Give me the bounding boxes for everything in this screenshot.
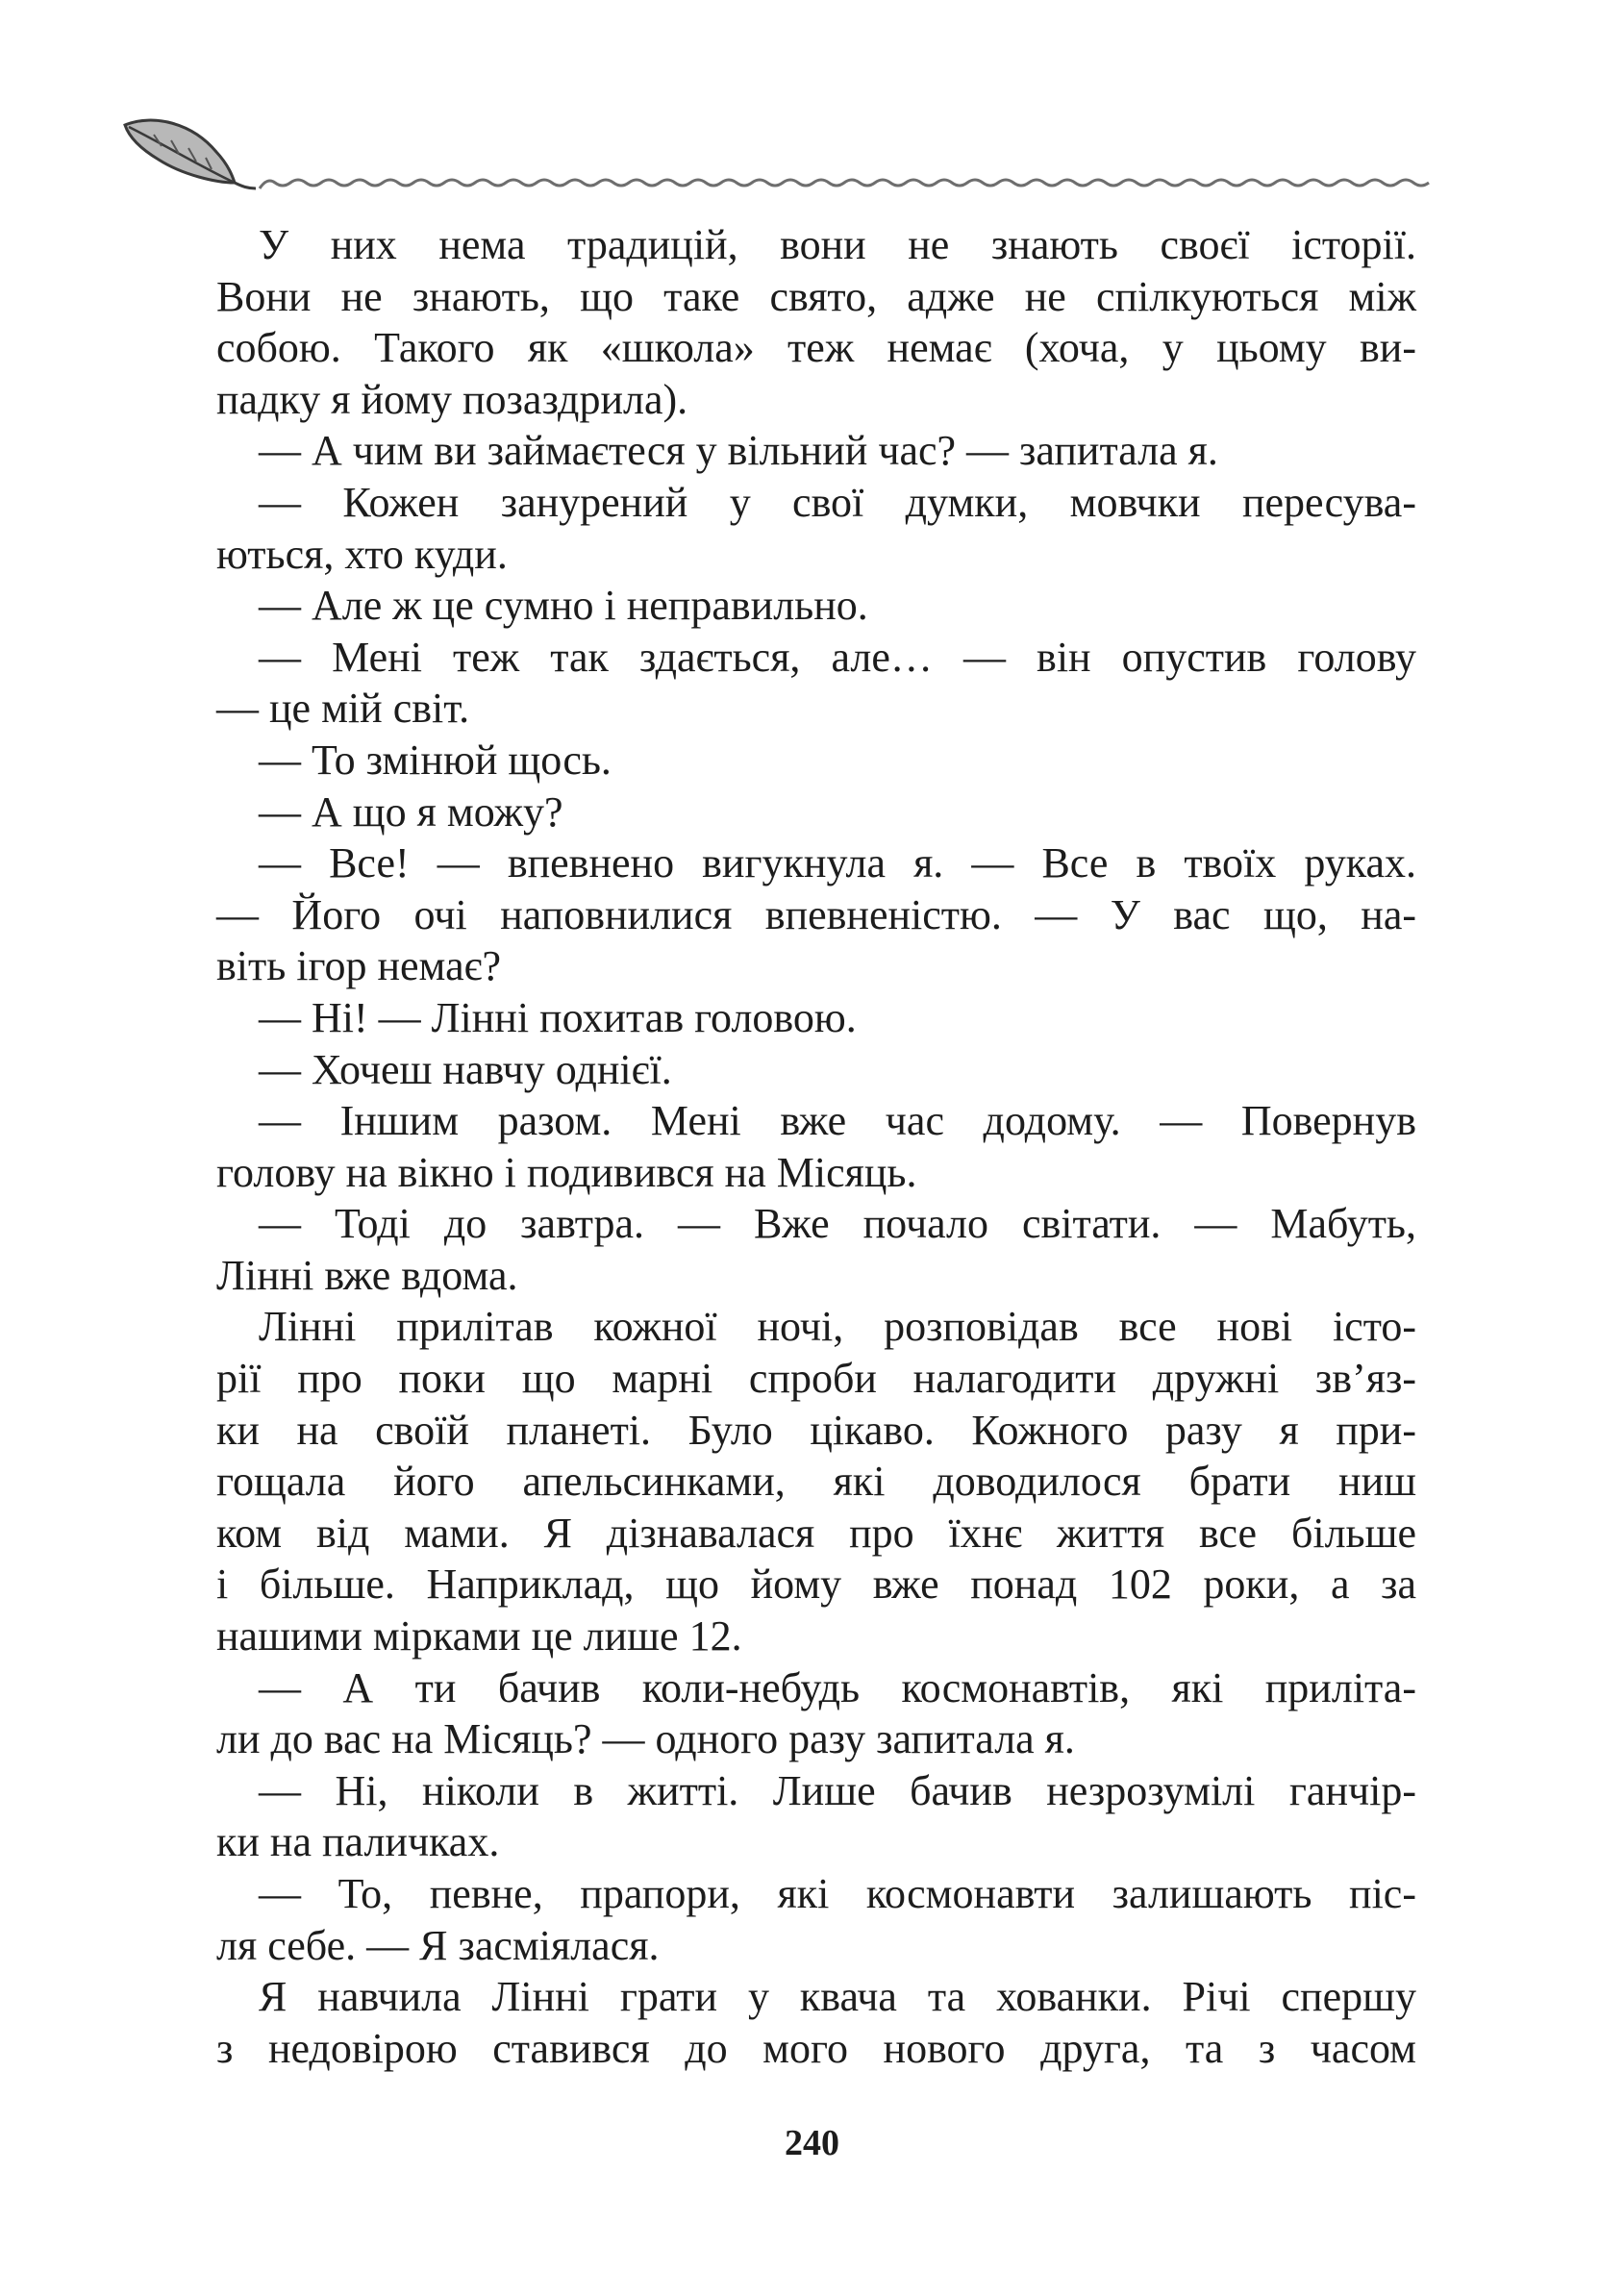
text-line: — Але ж це сумно і неправильно. — [259, 582, 868, 630]
text-line: — Його очі наповнилися впевненістю. — У вас що, на- — [216, 890, 1416, 938]
text-line: нашими мірками це лише 12. — [216, 1612, 742, 1660]
text-line: ються, хто куди. — [216, 530, 508, 578]
text-line: ли до вас на Місяць? — одного разу запитала я. — [216, 1715, 1075, 1763]
text-line: ком від мами. Я дізнавалася про їхнє життя все більше — [216, 1509, 1416, 1557]
text-line: гощала його апельсинками, які доводилося брати ниш — [216, 1458, 1416, 1506]
text-line: ки на своїй планеті. Було цікаво. Кожного разу я при- — [216, 1406, 1416, 1454]
text-line: — Мені теж так здається, але… — він опустив голову — [259, 633, 1416, 681]
text-line: з недовірою ставився до мого нового друга, та з часом — [216, 2024, 1416, 2072]
text-line: Лінні прилітав кожної ночі, розповідав все нові істо- — [259, 1303, 1416, 1351]
text-line: — Кожен занурений у свої думки, мовчки пересува- — [259, 478, 1416, 526]
text-line: голову на вікно і подивився на Місяць. — [216, 1148, 917, 1196]
text-line: — А що я можу? — [259, 787, 563, 836]
text-line: — Ні! — Лінні похитав головою. — [259, 993, 857, 1041]
leaf-icon — [125, 120, 256, 188]
text-line: — То, певне, прапори, які космонавти залишають піс- — [259, 1870, 1416, 1917]
text-line: — А ти бачив коли-небудь космонавтів, які приліта- — [259, 1663, 1416, 1711]
text-line: Я навчила Лінні грати у квача та хованки. Річі спершу — [259, 1973, 1416, 2021]
text-line: — це мій світ. — [216, 685, 470, 733]
wavy-divider — [260, 180, 1429, 188]
text-line: — Тоді до завтра. — Вже почало світати. — Мабуть, — [259, 1200, 1416, 1248]
page-number: 240 — [785, 2123, 839, 2163]
text-line: — А чим ви займаєтеся у вільний час? — запитала я. — [259, 427, 1218, 475]
text-line: ки на паличках. — [216, 1818, 500, 1866]
text-line: віть ігор немає? — [216, 942, 502, 990]
book-text — [216, 219, 1416, 2074]
text-line: ля себе. — Я засміялася. — [216, 1921, 660, 1969]
text-line: У них нема традицій, вони не знають своєї історії. — [259, 221, 1416, 268]
text-line: — Все! — впевнено вигукнула я. — Все в твоїх руках. — [259, 839, 1416, 887]
text-line: собою. Такого як «школа» теж немає (хоча, у цьому ви- — [216, 324, 1416, 372]
header-ornament — [115, 106, 1433, 212]
text-line: — Хочеш навчу однієї. — [259, 1045, 672, 1093]
text-line: падку я йому позаздрила). — [216, 375, 688, 423]
text-line: Лінні вже вдома. — [216, 1251, 518, 1299]
text-line: і більше. Наприклад, що йому вже понад 102 роки, а за — [216, 1560, 1416, 1609]
text-line: рії про поки що марні спроби налагодити дружні зв’яз- — [216, 1355, 1416, 1403]
text-line: — Ні, ніколи в житті. Лише бачив незрозумілі ганчір- — [259, 1766, 1416, 1814]
text-line: — Іншим разом. Мені вже час додому. — Повернув — [259, 1097, 1416, 1145]
text-line: — То змінюй щось. — [259, 736, 612, 784]
text-line: Вони не знають, що таке свято, адже не спілкуються між — [216, 272, 1416, 320]
